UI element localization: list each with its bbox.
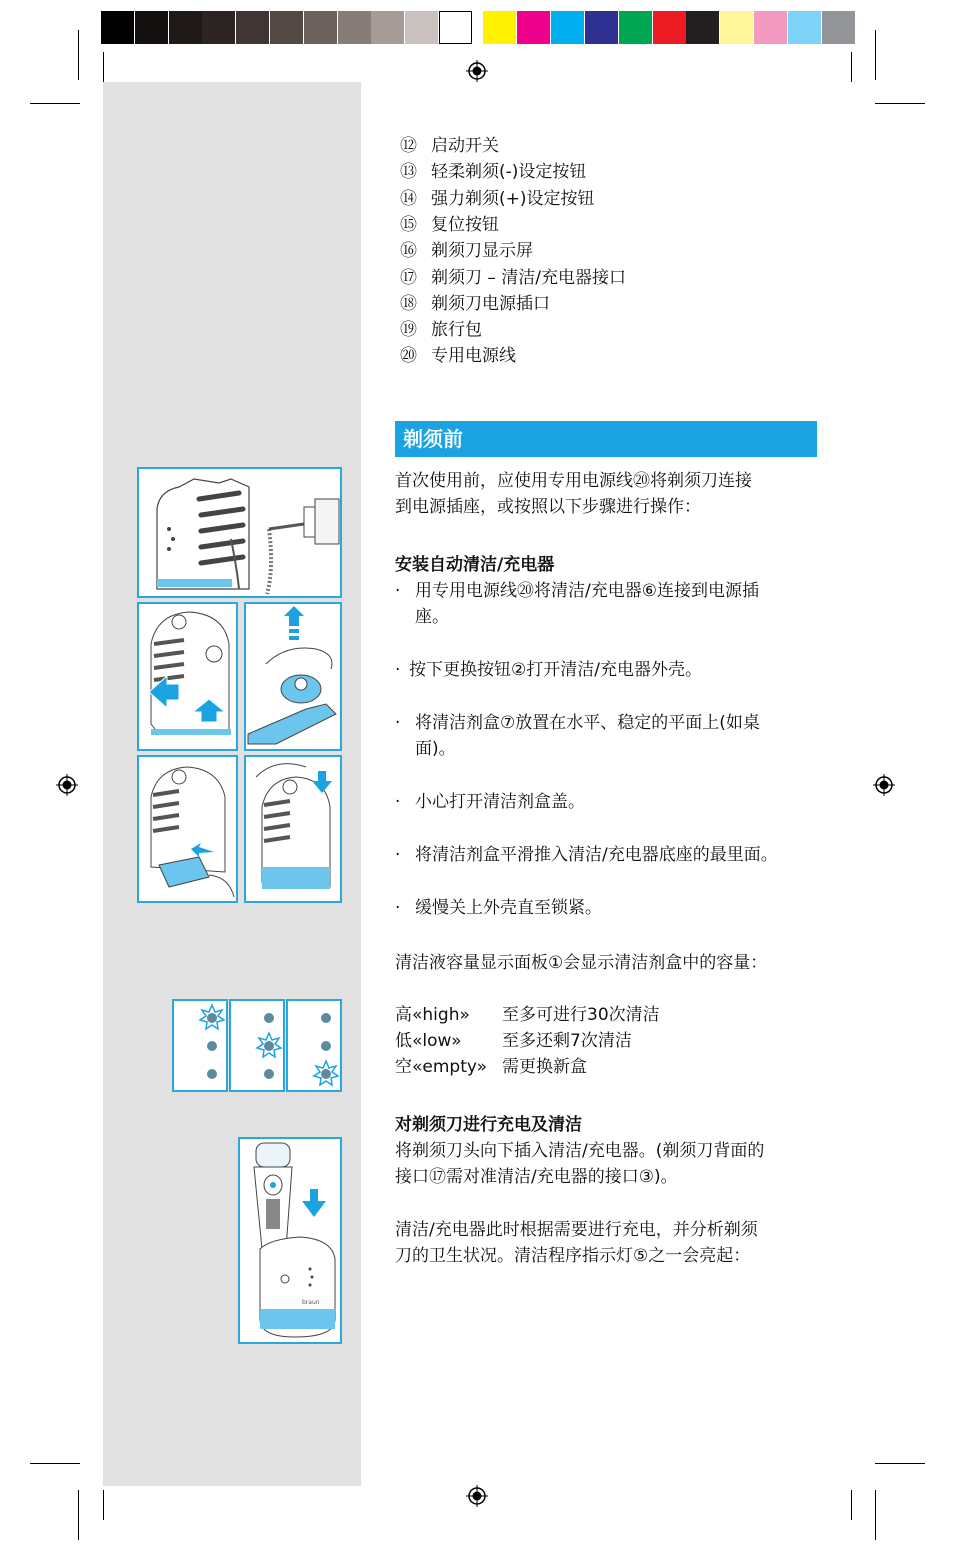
grayscale-swatch: [439, 11, 472, 44]
charge-p1-line-2: 接口⑰需对准清洁/充电器的接口③)。: [395, 1167, 678, 1187]
figure-level-high: [172, 999, 228, 1092]
legend-item-label: 旅行包: [431, 320, 482, 341]
grayscale-swatch: [405, 11, 438, 44]
open-housing-illustration: [139, 604, 236, 749]
legend-item-number: ⑫: [400, 136, 417, 156]
legend-item: [400, 212, 499, 238]
intro-line-2: 到电源插座，或按照以下步骤进行操作：: [395, 497, 701, 517]
crop-mark: [30, 103, 80, 104]
legend-item: [400, 159, 586, 185]
figure-open-housing: [137, 602, 238, 751]
legend-item-number: ⑬: [400, 162, 417, 183]
legend-item: [400, 343, 516, 369]
crop-mark: [30, 1463, 80, 1464]
grayscale-swatch: [371, 11, 404, 44]
legend-item-label: 剃须刀电源插口: [431, 293, 550, 314]
bullet-mark: ·: [395, 581, 401, 601]
charge-p2-line-2: 刀的卫生状况。清洁程序指示灯⑤之一会亮起：: [395, 1246, 751, 1266]
color-swatch: [585, 11, 618, 44]
install-step-4-text: 小心打开清洁剂盒盖。: [415, 792, 585, 812]
legend-item: [400, 133, 499, 159]
legend-item: [400, 317, 482, 343]
legend-item-label: 剃须刀 – 清洁/充电器接口: [431, 267, 627, 288]
figure-level-low: [229, 999, 285, 1092]
bullet-mark: ·: [395, 898, 401, 918]
level-empty-illustration: [288, 1001, 340, 1090]
color-swatch: [517, 11, 550, 44]
bullet-mark: ·: [395, 792, 401, 812]
legend-item: [400, 265, 626, 291]
insert-cartridge-illustration: [139, 757, 236, 901]
level-label-low: 低«low»: [395, 1031, 462, 1051]
legend-item-label: 复位按钮: [431, 214, 499, 235]
install-step-1-line-2: 座。: [415, 607, 449, 627]
bullet-mark: ·: [395, 713, 401, 733]
crop-mark: [103, 52, 104, 82]
level-label-empty: 空«empty»: [395, 1057, 488, 1077]
grayscale-swatch: [169, 11, 202, 44]
grayscale-swatch: [304, 11, 337, 44]
figure-level-empty: [286, 999, 342, 1092]
install-step-3-line-1: 将清洁剂盒⑦放置在水平、稳定的平面上(如桌: [415, 713, 760, 733]
grayscale-swatch: [101, 11, 134, 44]
level-high-illustration: [174, 1001, 226, 1090]
crop-mark: [875, 30, 876, 80]
grayscale-swatch: [338, 11, 371, 44]
legend-item-label: 剃须刀显示屏: [431, 241, 533, 262]
color-swatch: [788, 11, 821, 44]
figure-insert-cartridge: [137, 755, 238, 903]
color-swatch: [551, 11, 584, 44]
figure-close-housing: [244, 755, 342, 903]
legend-item-number: ⑱: [400, 293, 417, 314]
cartridge-lid-illustration: [246, 604, 340, 749]
level-desc-empty: 需更换新盒: [502, 1057, 587, 1077]
install-step-1-line-1: 用专用电源线⑳将清洁/充电器⑥连接到电源插: [415, 581, 759, 601]
registration-mark-icon: [466, 60, 488, 82]
close-housing-illustration: [246, 757, 340, 901]
grayscale-swatch: [270, 11, 303, 44]
registration-mark-icon: [466, 1485, 488, 1507]
legend-item-number: ⑯: [400, 241, 417, 262]
color-swatch: [720, 11, 753, 44]
level-desc-low: 至多还剩7次清洁: [502, 1031, 632, 1051]
install-step-3-line-2: 面)。: [415, 739, 456, 759]
install-heading: 安装自动清洁/充电器: [395, 555, 555, 575]
legend-item-label: 专用电源线: [431, 346, 516, 367]
color-swatch: [619, 11, 652, 44]
crop-mark: [103, 1490, 104, 1520]
legend-item-number: ⑭: [400, 188, 417, 209]
intro-line-1: 首次使用前，应使用专用电源线⑳将剃须刀连接: [395, 471, 752, 491]
legend-item-number: ⑲: [400, 320, 417, 341]
figure-station-plug: [137, 467, 342, 598]
install-step-2-text: 按下更换按钮②打开清洁/充电器外壳。: [409, 660, 702, 680]
charge-p2-line-1: 清洁/充电器此时根据需要进行充电，并分析剃须: [395, 1220, 758, 1240]
color-swatch: [653, 11, 686, 44]
grayscale-swatch: [135, 11, 168, 44]
registration-mark-icon: [56, 774, 78, 796]
figure-cartridge-lid: [244, 602, 342, 751]
level-desc-high: 至多可进行30次清洁: [502, 1005, 660, 1025]
legend-item-label: 轻柔剃须(-)设定按钮: [431, 162, 587, 183]
level-low-illustration: [231, 1001, 283, 1090]
crop-mark: [78, 30, 79, 80]
grayscale-swatch: [202, 11, 235, 44]
crop-mark: [875, 1490, 876, 1540]
legend-item: [400, 238, 533, 264]
bullet-mark: ·: [395, 660, 401, 680]
legend-item-label: 强力剃须(+)设定按钮: [431, 188, 595, 209]
level-intro: 清洁液容量显示面板①会显示清洁剂盒中的容量：: [395, 953, 768, 973]
crop-mark: [851, 52, 852, 82]
crop-mark: [78, 1490, 79, 1540]
charge-heading: 对剃须刀进行充电及清洁: [395, 1115, 582, 1135]
legend-item-label: 启动开关: [431, 136, 499, 156]
grayscale-swatch: [236, 11, 269, 44]
color-swatch: [686, 11, 719, 44]
color-swatch: [754, 11, 787, 44]
legend-item-number: ⑮: [400, 214, 417, 235]
legend-item: [400, 291, 550, 317]
station-plug-illustration: [139, 469, 340, 596]
crop-mark: [851, 1490, 852, 1520]
charge-p1-line-1: 将剃须刀头向下插入清洁/充电器。(剃须刀背面的: [395, 1141, 765, 1161]
legend-item-number: ⑳: [400, 346, 417, 367]
color-swatch: [483, 11, 516, 44]
level-label-high: 高«high»: [395, 1005, 470, 1025]
install-step-6-text: 缓慢关上外壳直至锁紧。: [415, 898, 602, 918]
legend-item: [400, 186, 595, 212]
bullet-mark: ·: [395, 845, 401, 865]
crop-mark: [875, 1463, 925, 1464]
install-step-5-text: 将清洁剂盒平滑推入清洁/充电器底座的最里面。: [415, 845, 778, 865]
legend-item-number: ⑰: [400, 267, 417, 288]
registration-mark-icon: [873, 774, 895, 796]
insert-shaver-illustration: [240, 1139, 340, 1342]
section-heading: 剃须前: [395, 421, 817, 457]
figure-insert-shaver: [238, 1137, 342, 1344]
braun-logo-text: braun: [302, 1299, 320, 1306]
color-swatch: [822, 11, 855, 44]
crop-mark: [875, 103, 925, 104]
